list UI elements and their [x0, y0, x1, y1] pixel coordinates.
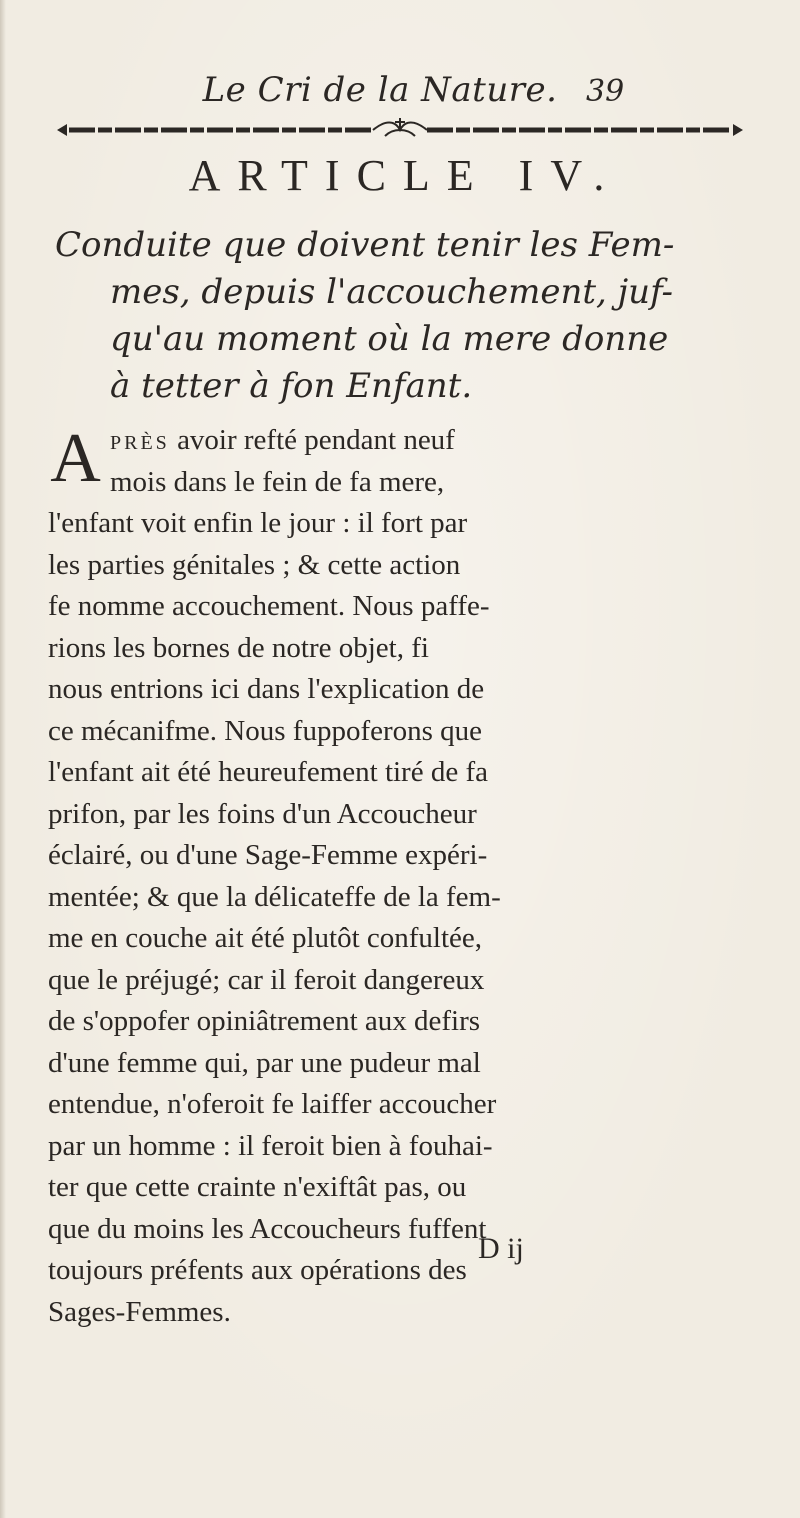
opening-lines [48, 420, 768, 503]
body-line: ce mécanifme. Nous fuppoferons que [48, 714, 483, 747]
running-head [0, 70, 800, 110]
article-subtitle [55, 222, 775, 410]
body-line: ter que cette crainte n'exiftât pas, ou [48, 1171, 467, 1203]
body-line: mentée; & que la délicateffe de la fem- [48, 880, 501, 913]
body-line: me en couche ait été plutôt confultée, [48, 922, 483, 954]
body-line: par un homme : il feroit bien à fouhai- [48, 1129, 493, 1162]
body-text [48, 420, 768, 1333]
body-line: prifon, par les foins d'un Accoucheur [48, 797, 477, 830]
article-heading: ARTICLE IV. [188, 151, 622, 200]
body-line: éclairé, ou d'une Sage-Femme expéri- [48, 839, 488, 871]
body-line: de s'oppofer opiniâtrement aux defirs [48, 1005, 481, 1037]
body-line: toujours préfents aux opérations des [48, 1254, 467, 1286]
body-line [110, 420, 455, 462]
opening-lines-text [110, 420, 455, 503]
body-line: nous entrions ici dans l'explication de [48, 673, 485, 705]
first-line-rest: avoir refté pendant neuf [169, 424, 455, 456]
body-line: entendue, n'oferoit fe laiffer accoucher [48, 1088, 497, 1120]
body-line: l'enfant ait été heureufement tiré de fa [48, 756, 488, 788]
body-line: que le préjugé; car il feroit dangereux [48, 963, 485, 996]
body-line: les parties génitales ; & cette action [48, 548, 461, 581]
body-line: mois dans le fein de fa mere, [110, 465, 445, 498]
body-line: rions les bornes de notre objet, fi [48, 631, 429, 664]
subtitle-line: à tetter à fon Enfant. [110, 366, 473, 406]
body-line: Sages-Femmes. [48, 1295, 231, 1328]
subtitle-line: qu'au moment où la mere donne [110, 319, 669, 359]
page-gutter-shadow [0, 0, 6, 1518]
signature-catchword: D ij [478, 1232, 524, 1265]
body-line: que du moins les Accoucheurs fuffent [48, 1212, 487, 1245]
drop-cap: A [50, 420, 101, 497]
subtitle-line: mes, depuis l'accouchement, juf- [110, 272, 673, 312]
subtitle-line: Conduite que doivent tenir les Fem- [55, 225, 675, 265]
body-line: fe nomme accouchement. Nous paffe- [48, 590, 490, 622]
running-title: Le Cri de la Nature. [202, 70, 558, 110]
page-number: 39 [586, 74, 625, 109]
first-word: près [110, 424, 170, 456]
head-ornament-rule [55, 118, 745, 142]
body-line: l'enfant voit enfin le jour : il fort par [48, 507, 468, 539]
body-line: d'une femme qui, par une pudeur mal [48, 1046, 481, 1079]
